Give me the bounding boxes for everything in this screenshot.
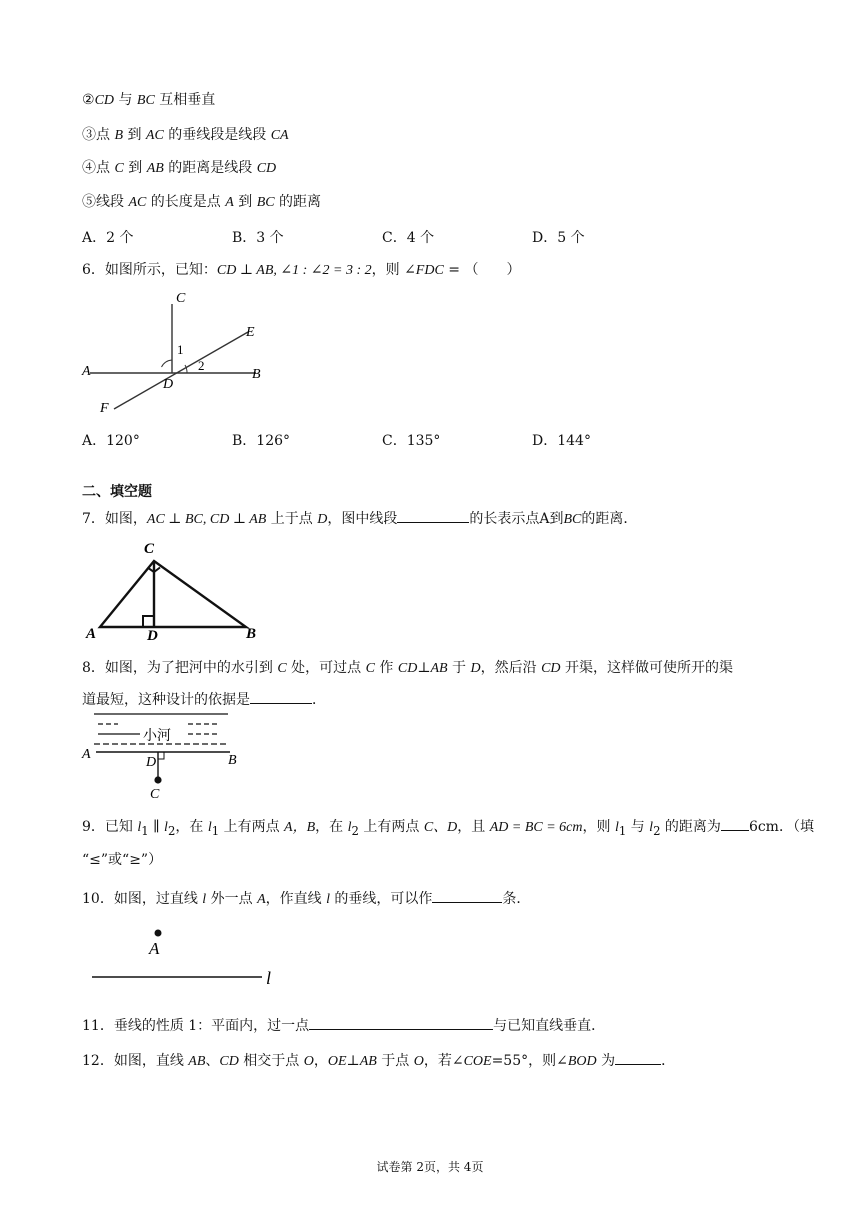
text: 的垂线，可以作 <box>329 891 433 907</box>
q5-item-5 <box>82 192 321 213</box>
text: 上于点 <box>266 511 318 527</box>
text: 的长表示点A到 <box>469 511 564 527</box>
math-text: A <box>257 892 266 907</box>
math-text: C <box>114 161 124 176</box>
text: ， <box>313 1053 328 1069</box>
q12-question <box>82 1050 675 1072</box>
text: 与已知直线垂直． <box>493 1018 606 1034</box>
text: 10．如图，过直线 <box>82 891 203 907</box>
text: ，若∠ <box>423 1053 464 1069</box>
label-a: A <box>149 939 160 958</box>
math-text: OE <box>327 1054 347 1069</box>
text: ，在 <box>175 819 208 835</box>
math-text: l <box>326 892 330 907</box>
math-text: CD <box>397 661 418 676</box>
text: 作 <box>374 660 398 676</box>
math-text: O <box>413 1054 424 1069</box>
math-text: D <box>317 512 328 527</box>
option-a[interactable]: A．120° <box>82 433 140 449</box>
math-text: l <box>347 820 352 835</box>
math-text: l <box>202 892 207 907</box>
q5-item-4 <box>82 158 276 179</box>
math-text: BC <box>563 512 582 527</box>
text: 到 <box>123 127 146 143</box>
text: 与 <box>114 92 137 108</box>
text: ，则 <box>371 262 405 278</box>
text: 的垂线段是线段 <box>163 127 271 143</box>
text: 与 <box>626 819 650 835</box>
math-text: l <box>207 820 212 835</box>
math-text: l <box>164 820 168 835</box>
math-text: l <box>137 820 142 835</box>
answer-blank[interactable] <box>250 689 312 704</box>
q6-figure <box>80 286 280 416</box>
angle-1: 1 <box>177 342 184 357</box>
q11-question <box>82 1015 605 1036</box>
math-text: l <box>614 820 619 835</box>
text: 9．已知 <box>82 819 138 835</box>
text: ． <box>312 692 326 708</box>
item-mark: ⑤ <box>82 194 96 210</box>
math-text: AC <box>128 195 147 210</box>
q8-line-1 <box>82 658 733 679</box>
subscript: 2 <box>167 823 176 838</box>
text: 的距离 <box>274 194 322 210</box>
text: ，在 <box>315 819 348 835</box>
text: 条． <box>502 891 531 907</box>
math-text: A，B <box>284 820 316 835</box>
math-text: AB <box>188 1054 206 1069</box>
label-a: A <box>82 747 91 762</box>
label-d: D <box>163 377 174 392</box>
text: 开渠，这样做可使所开的渠 <box>560 660 733 676</box>
option-a[interactable]: A．2 个 <box>82 230 134 246</box>
text: =55°，则∠ <box>491 1053 568 1069</box>
option-b[interactable]: B．126° <box>232 433 291 449</box>
q9-line-1 <box>82 816 814 841</box>
math-text: AB <box>359 1054 377 1069</box>
label-a: A <box>86 626 97 642</box>
text: ，图中线段 <box>327 511 398 527</box>
math-text: AB <box>146 161 164 176</box>
math-text: O <box>303 1054 314 1069</box>
text: 点 <box>96 160 115 176</box>
math-text: AC ⊥ BC, CD ⊥ AB <box>146 512 267 527</box>
page-footer: 试卷第 2页，共 4页 <box>376 1160 484 1174</box>
text: 到 <box>123 160 147 176</box>
label-l: l <box>266 968 272 988</box>
math-text: CD ⊥ AB, ∠1 : ∠2 = 3 : 2 <box>216 263 372 278</box>
text: 的距离为 <box>660 819 721 835</box>
label-e: E <box>246 325 255 340</box>
text: ． <box>661 1053 676 1069</box>
math-text: AD = BC = 6cm <box>489 820 583 835</box>
text: ∥ <box>148 819 165 835</box>
text: 8．如图，为了把河中的水引到 <box>82 660 278 676</box>
math-text: BC <box>136 93 155 108</box>
text: 互相垂直 <box>154 92 216 108</box>
answer-blank[interactable] <box>397 508 469 523</box>
math-text: D <box>470 661 481 676</box>
text: 6．如图所示，已知： <box>82 262 217 278</box>
option-c[interactable]: C．4 个 <box>382 230 435 246</box>
label-f: F <box>100 401 109 416</box>
text: 、 <box>205 1053 220 1069</box>
text: 相交于点 <box>238 1053 304 1069</box>
text: 外一点 <box>206 891 258 907</box>
text: ，则 <box>582 819 615 835</box>
answer-blank[interactable] <box>432 888 502 903</box>
label-c: C <box>144 541 155 557</box>
text: 处，可过点 <box>286 660 366 676</box>
text: 的距离． <box>581 511 638 527</box>
label-d: D <box>147 628 158 644</box>
q5-item-3 <box>82 125 289 146</box>
text: 11．垂线的性质 1：平面内，过一点 <box>82 1018 310 1034</box>
label-c: C <box>150 787 160 802</box>
text: ，作直线 <box>265 891 327 907</box>
text: 7．如图， <box>82 511 147 527</box>
answer-blank[interactable] <box>615 1050 661 1065</box>
math-text: CD <box>256 161 277 176</box>
option-c[interactable]: C．135° <box>382 433 441 449</box>
q8-figure <box>80 712 250 802</box>
text: 道最短，这种设计的依据是 <box>82 692 250 708</box>
q10-figure <box>90 924 290 994</box>
q10-question <box>82 888 530 910</box>
subscript: 2 <box>653 823 661 838</box>
q5-options <box>82 227 722 247</box>
text: ⊥ <box>417 660 431 676</box>
subscript: 1 <box>211 823 220 838</box>
text: 于 <box>447 660 471 676</box>
item-mark: ④ <box>82 160 96 176</box>
math-text: CD <box>541 661 561 676</box>
text: ，然后沿 <box>480 660 542 676</box>
q6-question <box>82 260 520 281</box>
math-text: C、D <box>423 820 458 835</box>
math-text: CD <box>219 1054 239 1069</box>
text: 线段 <box>96 194 129 210</box>
text: 上有两点 <box>358 819 424 835</box>
subscript: 2 <box>351 823 359 838</box>
text: 于点 <box>376 1053 414 1069</box>
text: ，且 <box>457 819 490 835</box>
math-text: BOD <box>567 1054 597 1069</box>
text: 12．如图，直线 <box>82 1053 189 1069</box>
q9-line-2: “≤”或“≥”） <box>82 852 163 868</box>
math-text: l <box>649 820 654 835</box>
text: 上有两点 <box>219 819 285 835</box>
text: = （ ） <box>443 262 521 278</box>
q7-question <box>82 508 637 530</box>
label-c: C <box>176 291 186 306</box>
text: 为 <box>596 1053 616 1069</box>
label-b: B <box>228 753 237 768</box>
math-text: CD <box>94 93 115 108</box>
math-text: BC <box>256 195 275 210</box>
text: 点 <box>96 127 115 143</box>
math-text: A <box>225 195 234 210</box>
math-text: COE <box>463 1054 492 1069</box>
option-b[interactable]: B．3 个 <box>232 230 284 246</box>
option-d[interactable]: D．144° <box>532 433 591 449</box>
math-text: ∠FDC <box>404 263 444 278</box>
section-title: 二、填空题 <box>82 484 152 500</box>
math-text: C <box>365 661 375 676</box>
text: 的距离是线段 <box>163 160 257 176</box>
q7-figure <box>84 536 274 644</box>
math-text: AC <box>145 128 164 143</box>
q8-line-2 <box>82 689 326 710</box>
math-text: AB <box>430 661 448 676</box>
math-text: B <box>114 128 124 143</box>
text: ⊥ <box>346 1053 360 1069</box>
math-text: CA <box>270 128 289 143</box>
river-label: 小河 <box>143 729 171 744</box>
math-text: C <box>277 661 287 676</box>
text: 的长度是点 <box>146 194 226 210</box>
answer-blank[interactable] <box>721 816 749 831</box>
angle-2: 2 <box>198 358 205 373</box>
item-mark: ② <box>82 92 95 108</box>
text: 6cm．（填 <box>748 819 814 835</box>
q6-options <box>82 430 722 450</box>
label-a: A <box>82 364 91 379</box>
subscript: 1 <box>618 823 627 838</box>
label-b: B <box>246 626 257 642</box>
label-b: B <box>252 367 261 382</box>
option-d[interactable]: D．5 个 <box>532 230 585 246</box>
q5-item-2 <box>82 90 215 111</box>
item-mark: ③ <box>82 127 96 143</box>
label-d: D <box>146 755 157 770</box>
text: 到 <box>233 194 257 210</box>
answer-blank[interactable] <box>309 1015 493 1030</box>
subscript: 1 <box>141 823 149 838</box>
